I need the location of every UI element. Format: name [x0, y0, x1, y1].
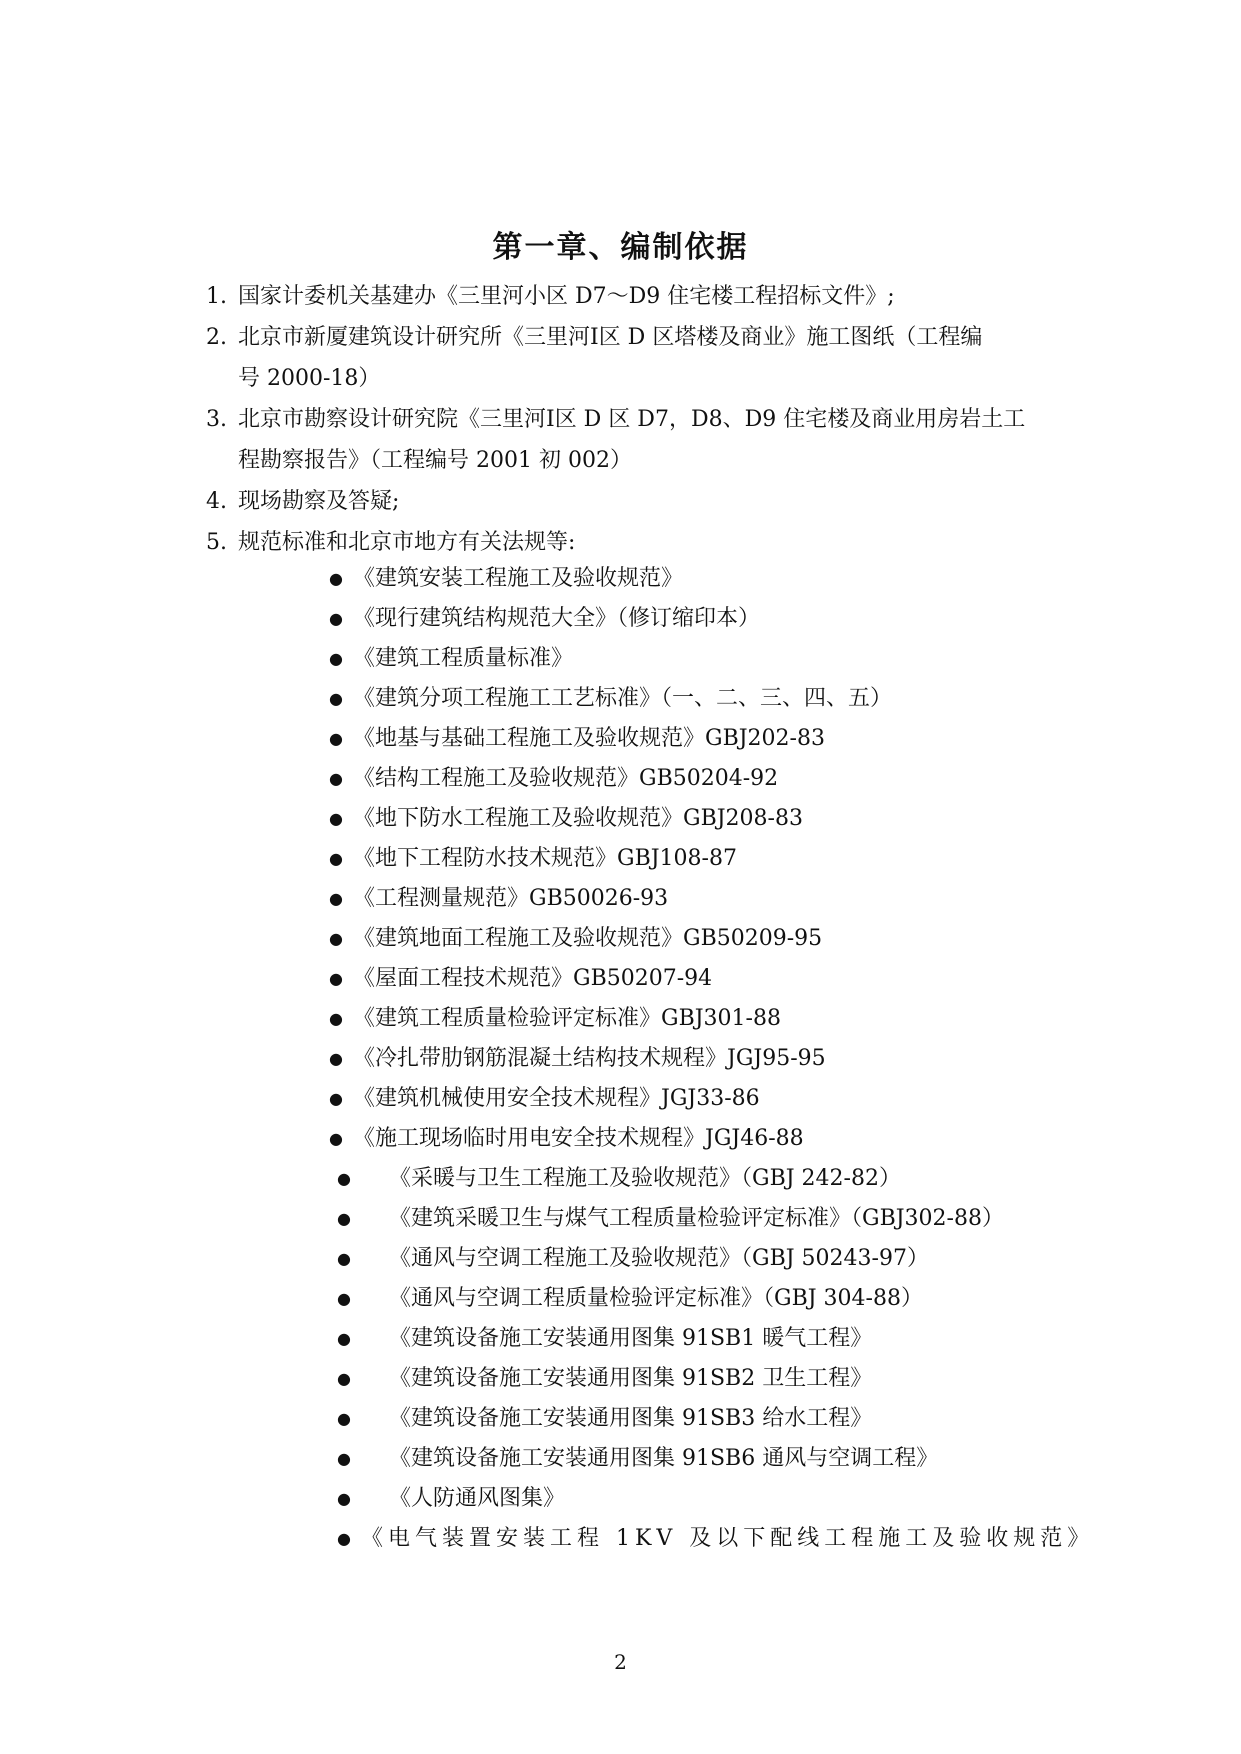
item-text: 现场勘察及答疑;	[238, 489, 400, 514]
standard-item	[329, 964, 712, 994]
standard-item	[337, 1164, 901, 1194]
bullet-icon: ●	[329, 1089, 343, 1108]
standard-text: 《工程测量规范》GB50026-93	[353, 886, 669, 911]
bullet-icon: ●	[329, 689, 343, 708]
bullet-icon: ●	[329, 569, 343, 588]
standard-text: 《建筑设备施工安装通用图集 91SB2 卫生工程》	[389, 1366, 873, 1391]
standard-item	[337, 1364, 872, 1394]
standard-item	[329, 884, 668, 914]
standard-text: 《采暖与卫生工程施工及验收规范》（GBJ 242-82）	[389, 1166, 901, 1191]
standard-text: 《地下工程防水技术规范》GBJ108-87	[353, 846, 737, 871]
bullet-icon: ●	[337, 1369, 351, 1388]
standard-item	[337, 1484, 565, 1514]
bullet-icon: ●	[337, 1169, 351, 1188]
numbered-item-1	[206, 276, 1106, 317]
numbered-item-2	[206, 317, 1106, 399]
standard-item	[329, 1124, 804, 1154]
bullet-icon: ●	[329, 849, 343, 868]
standard-text: 《建筑工程质量检验评定标准》GBJ301-88	[353, 1006, 781, 1031]
standard-text: 《通风与空调工程质量检验评定标准》（GBJ 304-88）	[389, 1286, 923, 1311]
bullet-icon: ●	[337, 1329, 351, 1348]
bullet-icon: ●	[329, 969, 343, 988]
bullet-icon: ●	[337, 1209, 351, 1228]
standard-text: 《地基与基础工程施工及验收规范》GBJ202-83	[353, 726, 825, 751]
bullet-icon: ●	[329, 649, 343, 668]
standard-item	[329, 804, 803, 834]
bullet-icon: ●	[337, 1249, 351, 1268]
standard-item	[329, 604, 760, 634]
standard-text: 《人防通风图集》	[389, 1486, 566, 1511]
numbered-item-3	[206, 399, 1106, 481]
standard-item	[337, 1284, 923, 1314]
standard-text: 《冷扎带肋钢筋混凝土结构技术规程》JGJ95-95	[353, 1046, 826, 1071]
standard-text: 《建筑设备施工安装通用图集 91SB6 通风与空调工程》	[389, 1446, 939, 1471]
standard-text: 《结构工程施工及验收规范》GB50204-92	[353, 766, 779, 791]
bullet-icon: ●	[337, 1489, 351, 1508]
standard-item	[329, 1084, 760, 1114]
item-text: 北京市勘察设计研究院《三里河Ⅰ区 D 区 D7，D8、D9 住宅楼及商业用房岩土工	[238, 407, 1026, 432]
bullet-icon: ●	[337, 1529, 351, 1548]
bullet-icon: ●	[329, 809, 343, 828]
standard-item	[337, 1324, 872, 1354]
standard-item	[329, 1004, 781, 1034]
standard-item	[329, 564, 683, 594]
item-text: 北京市新厦建筑设计研究所《三里河Ⅰ区 D 区塔楼及商业》施工图纸（工程编	[238, 325, 983, 350]
standard-item	[329, 1044, 826, 1074]
item-number: 3.	[206, 407, 227, 432]
standard-item	[337, 1204, 1004, 1234]
bullet-icon: ●	[337, 1289, 351, 1308]
item-number: 4.	[206, 489, 227, 514]
standard-text: 《建筑设备施工安装通用图集 91SB3 给水工程》	[389, 1406, 873, 1431]
standard-item	[337, 1244, 929, 1274]
standard-text: 《建筑设备施工安装通用图集 91SB1 暖气工程》	[389, 1326, 873, 1351]
standard-item	[329, 764, 778, 794]
standard-item	[337, 1444, 938, 1474]
chapter-title: 第一章、编制依据	[492, 230, 749, 265]
bullet-icon: ●	[329, 729, 343, 748]
standard-item	[329, 724, 825, 754]
standard-text: 《建筑安装工程施工及验收规范》	[353, 566, 684, 591]
standard-text: 《屋面工程技术规范》GB50207-94	[353, 966, 713, 991]
bullet-icon: ●	[337, 1449, 351, 1468]
item-number: 2.	[206, 325, 227, 350]
page-number: 2	[614, 1650, 627, 1674]
bullet-icon: ●	[329, 889, 343, 908]
bullet-icon: ●	[329, 609, 343, 628]
standard-item	[337, 1404, 872, 1434]
item-continuation: 号 2000-18）	[238, 366, 381, 391]
standard-text: 《地下防水工程施工及验收规范》GBJ208-83	[353, 806, 803, 831]
numbered-item-5	[206, 522, 1106, 563]
standard-text: 《现行建筑结构规范大全》（修订缩印本）	[353, 606, 761, 631]
item-continuation: 程勘察报告》（工程编号 2001 初 002）	[238, 448, 632, 473]
bullet-icon: ●	[337, 1409, 351, 1428]
item-text: 规范标准和北京市地方有关法规等:	[238, 530, 576, 555]
numbered-item-4	[206, 481, 1106, 522]
standard-text: 《建筑分项工程施工工艺标准》（一、二、三、四、五）	[353, 686, 893, 711]
standard-text: 《建筑工程质量标准》	[353, 646, 574, 671]
bullet-icon: ●	[329, 929, 343, 948]
bullet-icon: ●	[329, 1129, 343, 1148]
item-text: 国家计委机关基建办《三里河小区 D7～D9 住宅楼工程招标文件》;	[238, 284, 895, 309]
standard-text: 《建筑采暖卫生与煤气工程质量检验评定标准》（GBJ302-88）	[389, 1206, 1004, 1231]
item-number: 5.	[206, 530, 227, 555]
standard-item	[329, 844, 737, 874]
standard-text: 《通风与空调工程施工及验收规范》（GBJ 50243-97）	[389, 1246, 929, 1271]
standard-item	[337, 1524, 1094, 1554]
standard-item	[329, 924, 822, 954]
standard-text: 《施工现场临时用电安全技术规程》JGJ46-88	[353, 1126, 804, 1151]
standard-text: 《建筑机械使用安全技术规程》JGJ33-86	[353, 1086, 760, 1111]
item-number: 1.	[206, 284, 227, 309]
bullet-icon: ●	[329, 1009, 343, 1028]
bullet-icon: ●	[329, 1049, 343, 1068]
bullet-icon: ●	[329, 769, 343, 788]
standard-item	[329, 644, 573, 674]
standard-text: 《建筑地面工程施工及验收规范》GB50209-95	[353, 926, 823, 951]
standard-text: 《电气装置安装工程 1KV 及以下配线工程施工及验收规范》	[361, 1526, 1095, 1551]
standard-item	[329, 684, 892, 714]
